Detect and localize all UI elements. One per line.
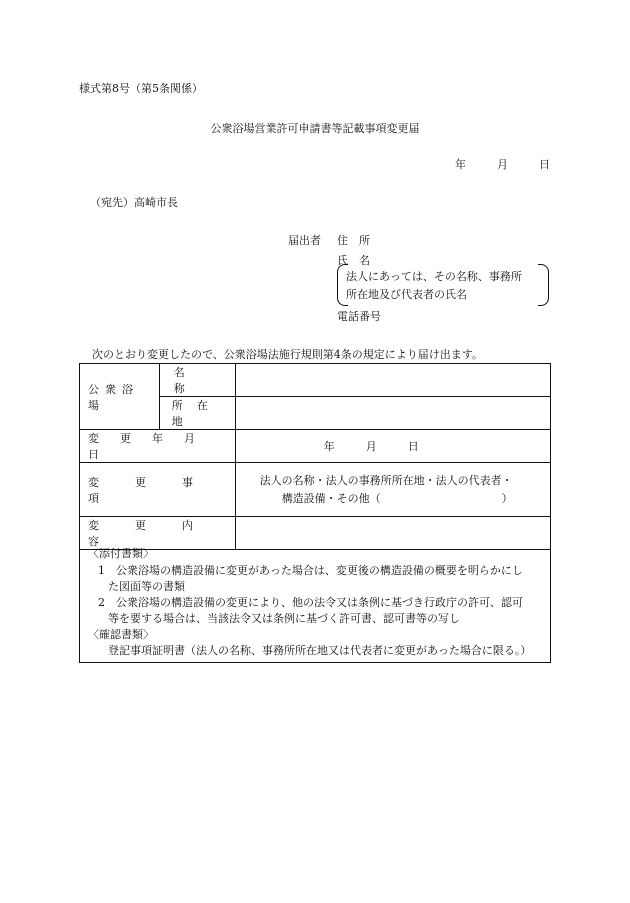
change-items-label-cell [80, 463, 236, 517]
notes-section [79, 535, 551, 663]
confirm-docs-heading: 〈確認書類〉 [88, 628, 154, 641]
change-date-label-cell [80, 430, 236, 463]
filer-name-label: 氏 名 [337, 254, 370, 267]
change-items-label: 変更事項 [88, 475, 229, 505]
date-month-label: 月 [497, 158, 508, 171]
attached-item1-line1: 1 公衆浴場の構造設備に変更があった場合は、変更後の構造設備の概要を明らかにし [98, 564, 523, 577]
corporate-note-line2: 所在地及び代表者の氏名 [346, 288, 467, 301]
change-items-line1: 法人の名称・法人の事務所所在地・法人の代表者・ [259, 473, 513, 487]
right-paren [538, 264, 549, 306]
attached-docs-heading: 〈添付書類〉 [88, 547, 154, 560]
attached-item2-line1: 2 公衆浴場の構造設備の変更により、他の法令又は条例に基づき行政庁の許可、認可 [98, 596, 523, 609]
change-date-value [236, 438, 550, 454]
attached-item2-line2: 等を要する場合は、当該法令又は条例に基づく許可書、認可書等の写し [108, 612, 460, 625]
filer-label: 届出者 [288, 234, 321, 247]
name-value-cell[interactable] [235, 364, 550, 397]
confirm-docs-text: 登記事項証明書（法人の名称、事務所所在地又は代表者に変更があった場合に限る。） [108, 644, 532, 657]
change-date-label: 変更年月日 [88, 432, 216, 461]
change-items-value-cell[interactable] [235, 463, 550, 517]
addressee: （宛先）高崎市長 [90, 196, 178, 209]
change-items-line2: 構造設備・その他（ ） [281, 491, 513, 505]
location-label: 所在地 [171, 399, 222, 428]
form-number: 様式第8号（第5条関係） [79, 82, 203, 95]
corporate-note [337, 264, 549, 304]
location-value-cell[interactable] [235, 397, 550, 430]
intro-text: 次のとおり変更したので、公衆浴場法施行規則第4条の規定により届け出ます。 [92, 348, 483, 361]
bathhouse-label-text: 公衆浴場 [88, 382, 139, 412]
bathhouse-label-cell [80, 364, 160, 430]
change-date-day: 日 [407, 440, 419, 453]
date-year-label: 年 [455, 158, 466, 171]
change-content-label: 変更内容 [88, 519, 229, 548]
filer-address-label: 住 所 [337, 234, 370, 247]
change-date-month: 月 [365, 440, 377, 453]
change-date-year: 年 [323, 440, 335, 453]
change-date-value-cell[interactable] [235, 430, 550, 463]
date-day-label: 日 [539, 158, 550, 171]
submission-date [455, 156, 550, 172]
location-label-cell [159, 397, 235, 430]
name-label: 名称 [173, 366, 217, 395]
attached-item1-line2: た図面等の書類 [108, 580, 185, 593]
corporate-note-line1: 法人にあっては、その名称、事務所 [346, 270, 522, 283]
phone-label: 電話番号 [337, 310, 381, 323]
form-title: 公衆浴場営業許可申請書等記載事項変更届 [210, 122, 420, 135]
bathhouse-label [80, 381, 159, 413]
change-form-table [79, 363, 551, 550]
name-label-cell [159, 364, 235, 397]
